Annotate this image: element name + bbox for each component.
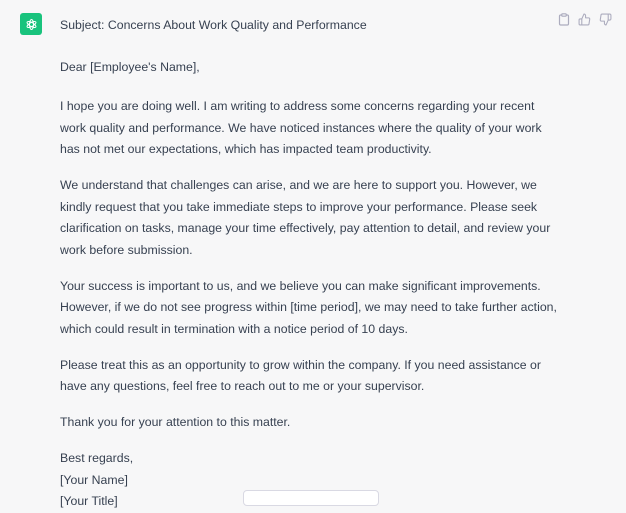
signoff-line: [Your Name]: [60, 472, 128, 487]
signoff-line: Best regards,: [60, 451, 134, 465]
email-paragraph: Your success is important to us, and we believe you can make significant improvements. However, if we do not see progress within [time period], we may need to take further action, which could result in termination with a notice period of 10 days.: [60, 278, 557, 336]
thumbs-up-button[interactable]: [577, 14, 592, 29]
email-paragraph: Thank you for your attention to this matter.: [60, 415, 291, 429]
signoff-line: [Your Title]: [60, 494, 118, 508]
regenerate-button-edge[interactable]: [243, 490, 379, 506]
email-greeting: Dear [Employee's Name],: [60, 59, 200, 74]
email-paragraph: Please treat this as an opportunity to grow within the company. If you need assistance or have any questions, feel free to reach out to me or your supervisor.: [60, 357, 541, 393]
message-content: [60, 15, 560, 513]
email-paragraph: I hope you are doing well. I am writing to address some concerns regarding your recent work quality and performance. We have noticed instances where the quality of your work has not met our expectations, which has impacted team productivity.: [60, 99, 542, 156]
thumbs-up-icon: [578, 13, 591, 31]
clipboard-icon: [558, 13, 570, 31]
openai-logo-icon: [24, 17, 39, 32]
message-actions: [556, 14, 613, 29]
email-paragraph: We understand that challenges can arise, and we are here to support you. However, we kindly request that you take immediate steps to improve your performance. Please seek clarification on tasks, manage your time effectively, pay attention to detail, and review your work before submission.: [60, 178, 551, 257]
email-subject: Subject: Concerns About Work Quality and Performance: [60, 18, 367, 32]
assistant-avatar: [20, 13, 42, 35]
thumbs-down-icon: [599, 13, 612, 31]
thumbs-down-button[interactable]: [598, 14, 613, 29]
copy-button[interactable]: [556, 14, 571, 29]
